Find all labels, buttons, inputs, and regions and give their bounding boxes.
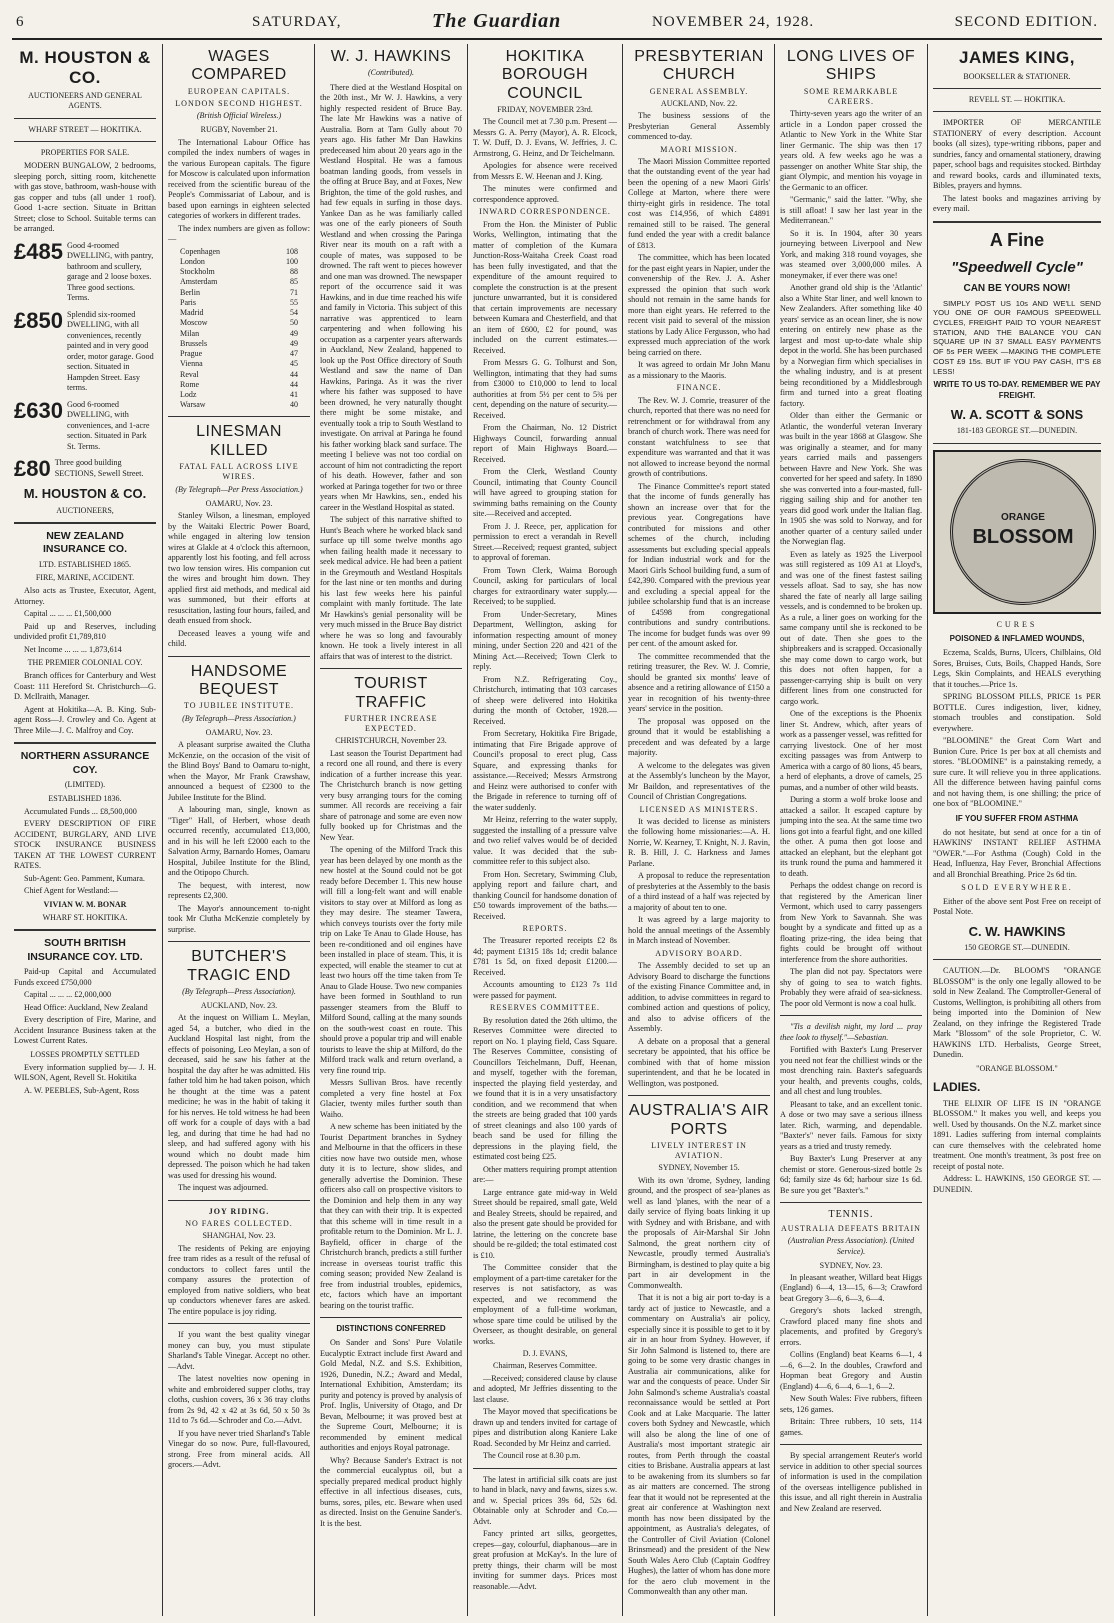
houston-footer: M. HOUSTON & CO. bbox=[23, 486, 147, 502]
wharf-address: WHARF STREET — HOKITIKA. bbox=[28, 124, 142, 134]
sbi-heading: SOUTH BRITISH INSURANCE COY. LTD. bbox=[27, 937, 143, 963]
properties-heading: PROPERTIES FOR SALE. bbox=[40, 147, 130, 157]
wages-row bbox=[168, 339, 310, 349]
wages-row bbox=[168, 308, 310, 318]
council-paragraph: From Town Clerk, Waima Borough Council, asking for particulars of local charges for extraordinary water supply.—Received; to be supplied. bbox=[473, 565, 617, 607]
sbi-head-office: Head Office: Auckland, New Zealand bbox=[24, 1002, 148, 1012]
sbi-info: Every information supplied by— J. H. WILSON, Agent, Revell St. Hokitika bbox=[14, 1062, 156, 1083]
column-rule bbox=[774, 44, 775, 1616]
tennis-credit: (Australian Press Association). (United Service). bbox=[787, 1236, 915, 1256]
presbyterian-subheading: ADVISORY BOARD. bbox=[655, 948, 743, 958]
art-silks-ad: Fancy printed art silks, georgettes, crepes—gay, colourful, diaphanous—are in great profusion at McKay's. In the lure of pretty things, their charm will be most inviting for summer days. Prices most reasonable.—Advt. bbox=[473, 1529, 617, 1591]
bloomine-ad: "BLOOMINE" the Great Corn Wart and Bunion Cure. Price 1s per box at all chemists and stores. "BLOOMINE" is a painstaking remedy, a sure cure. It will relieve you in three applications. All the difference between having painful corns and not having them, is one shilling; the price of one box of "BLOOMINE." bbox=[933, 736, 1101, 809]
tennis-paragraph: Britain: Three rubbers, 10 sets, 114 games. bbox=[780, 1417, 922, 1437]
ships-paragraph: "Germanic," said the latter. "Why, she is still afloat! I saw her last year in the Mediterranean." bbox=[780, 195, 922, 226]
king-paragraph: IMPORTER OF MERCANTILE STATIONERY of every description. Account books (all sizes), type-writing ribbons, paper and sundries, fancy and ornamental stationery, drawing paper, school bags and requisites stocked. Birthday and reward books, cards and illuminated texts, Bibles, prayers and hymns. bbox=[933, 118, 1101, 191]
houston-subheading: AUCTIONEERS AND GENERAL AGENTS. bbox=[28, 91, 142, 111]
council-paragraph: From N.Z. Refrigerating Coy., Christchurch, intimating that 103 carcases of sheep were delivered into Hokitika during the month of October, 1928.—Received. bbox=[473, 674, 617, 726]
listing-text: Good 4-roomed DWELLING, with pantry, bathroom and scullery, garage and 2 loose boxes. Three good sections. Terms. bbox=[66, 240, 154, 303]
council-paragraph: From J. J. Reece, per, application for permission to erect a verandah in Revell Street.—Received; request granted, subject to approval of foreman. bbox=[473, 521, 617, 563]
divider bbox=[168, 1200, 310, 1201]
wages-subheading: LONDON SECOND HIGHEST. bbox=[175, 99, 303, 109]
northern-established: ESTABLISHED 1836. bbox=[48, 793, 122, 803]
wages-city: Copenhagen bbox=[180, 246, 220, 256]
council-paragraph: Mr Heinz, referring to the water supply, suggested the installing of a pressure valve and two relief valves would be of decided value. It was decided that the sub-committee refer to this subject also. bbox=[473, 815, 617, 867]
ships-paragraph: Even as lately as 1925 the Liverpool was still registered as 109 A1 at Lloyd's, and was one of the finest fastest sailing vessels afloat. Sad to say, she has now shared the fate of nearly all large sailing vessels, and is condemned to be broken up. As a rule, a liner goes on working for the same company until she is reckoned to be out of date. Then she goes to the shipbreakers and is scrapped. Occasionally she may come down to cargo work, but this does not often happen, for a passenger-carrying ship is built on very different lines from one constructed for cargo work. bbox=[780, 549, 922, 706]
bequest-paragraph: The Mayor's announcement to-night took Mr Clutha McKenzie completely by surprise. bbox=[168, 903, 310, 934]
presbyterian-paragraph: The Assembly decided to set up an Advisory Board to discharge the functions of the existing Finance Committee and, in addition, to advise committees in regard to combined action and questions of policy, and also to advise officers of the Assembly. bbox=[628, 961, 770, 1034]
divider bbox=[933, 443, 1101, 444]
divider bbox=[14, 141, 156, 142]
column-6 bbox=[780, 44, 922, 1616]
baxter-ad: Pleasant to take, and an excellent tonic. A dose or two may save a serious illness later. Rich, warming, and dependable. "Baxter's" never fails. Famous for sixty years as a tried and trusty remedy. bbox=[780, 1099, 922, 1151]
wages-city: Madrid bbox=[180, 308, 204, 318]
joy-dateline: SHANGHAI, Nov. 23. bbox=[202, 1231, 276, 1241]
sbi-peebles: A. W. PEEBLES, Sub-Agent, Ross bbox=[24, 1085, 140, 1095]
presbyterian-paragraph: The committee recommended that the retiring treasurer, the Rev. W. J. Comrie, should be granted six months' leave of absence and a retiring allowance of £150 a year in recognition of his twenty-three years' service in the position. bbox=[628, 651, 770, 714]
scott-address: 181-183 GEORGE ST.—DUNEDIN. bbox=[956, 426, 1078, 436]
council-paragraph: The Mayor moved that specifications be drawn up and tenders invited for cartage of pipes and distribution along Kaniere Lake Road. Seconded by Mr Heinz and carried. bbox=[473, 1407, 617, 1448]
distinctions-paragraph: Why? Because Sander's Extract is not the commercial eucalyptus oil, but a specially prepared medical product highly effective in all infectious diseases, cuts, burns, sores, piles, etc. Beware when used as directed. Insist on the Genuine Sander's. It is the best. bbox=[320, 1455, 462, 1528]
cw-hawkins-heading: C. W. HAWKINS bbox=[968, 923, 1066, 939]
wages-city: Berlin bbox=[180, 287, 200, 297]
joy-heading: JOY RIDING. bbox=[208, 1206, 270, 1216]
wages-city: Stockholm bbox=[180, 267, 215, 277]
king-address: REVELL ST. — HOKITIKA. bbox=[968, 94, 1066, 104]
wages-value: 85 bbox=[290, 277, 298, 287]
presbyterian-subheading: MAORI MISSION. bbox=[660, 144, 738, 154]
wages-row bbox=[168, 329, 310, 339]
houston-footer-sub: AUCTIONEERS, bbox=[56, 505, 114, 515]
wages-paragraph: The index numbers are given as follow:— bbox=[168, 223, 310, 244]
column-rule bbox=[162, 44, 163, 1616]
northern-funds: Accumulated Funds ... £8,500,000 bbox=[24, 806, 137, 816]
sharland-ad: If you have never tried Sharland's Table Vinegar do so now. Pure, full-flavoured, strong. Free from mineral acids. All grocers.—Advt. bbox=[168, 1428, 310, 1470]
wages-value: 88 bbox=[290, 267, 298, 277]
sbi-description: Every description of Fire, Marine, and Accident Insurance Business taken at the Lowest Current Rates. bbox=[14, 1015, 156, 1046]
ships-paragraph: The plan did not pay. Spectators were shy of going to sea to watch fights. Probably they were afraid of sea-sickness. The poor old Vermont is now a coal hulk. bbox=[780, 967, 922, 1008]
page-number: 6 bbox=[16, 14, 25, 30]
butcher-paragraph: The inquest was adjourned. bbox=[178, 1183, 269, 1193]
listing-80 bbox=[14, 458, 156, 480]
nz-insurance-heading: NEW ZEALAND INSURANCE CO. bbox=[42, 529, 127, 556]
masthead-edition: SECOND EDITION. bbox=[954, 14, 1098, 30]
council-paragraph: From Messrs G. G. Tolhurst and Son, Wellington, intimating that they had sums from £3000 to £10,000 to lend to local authorities at from 5½ per cent to 5¾ per cent, depending on the nature of security.—Received. bbox=[473, 358, 617, 420]
wages-value: 50 bbox=[290, 318, 298, 328]
wages-row bbox=[168, 349, 310, 359]
column-3 bbox=[320, 44, 462, 1616]
council-paragraph: From the Chairman, No. 12 District Highways Council, forwarding annual report of Main Highways Board.—Received. bbox=[473, 423, 617, 464]
northern-ltd: (LIMITED). bbox=[64, 780, 106, 790]
wages-value: 44 bbox=[290, 379, 298, 389]
wages-city: Moscow bbox=[180, 318, 208, 328]
caution-paragraph: CAUTION.—Dr. BLOOM'S "ORANGE BLOSSOM" is the only one legally allowed to be sold in New Zealand. The Comptroller-General of Customs, Wellington, is prohibiting all others from being imported into the Dominion of New Zealand, on they infringe the Registered Trade Mark "Blossom" of the sole Proprietor, C. W. HAWKINS LTD. Herbalists, George Street, Dunedin. bbox=[933, 966, 1101, 1060]
wages-value: 45 bbox=[290, 359, 298, 369]
council-subheading: INWARD CORRESPONDENCE. bbox=[479, 207, 611, 217]
presbyterian-paragraph: The business sessions of the Presbyterian General Assembly commenced to-day. bbox=[628, 111, 770, 142]
column-rule bbox=[467, 44, 468, 1616]
sbi-paid: Paid-up Capital and Accumulated Funds exceed £750,000 bbox=[14, 967, 156, 987]
ladies-heading: LADIES. bbox=[933, 1080, 981, 1095]
houston-heading: M. HOUSTON & CO. bbox=[19, 48, 151, 87]
council-signature-title: Chairman, Reserves Committee. bbox=[493, 1361, 597, 1371]
air-ports-paragraph: That it is not a big air port to-day is a tardy act of justice to Newcastle, and a commentary on Australia's air policy, especially since it is possible to get to it by air in an hour from Sydney. However, if Sir John Salmond is listened to, there are going to be some very drastic changes in Australia air communications, alike for war and the conquests of peace. Under Sir John Salmond's scheme Australia's coastal reconnaissance would be settled at Port Cook and at Lake Macquarie. The latter covers both Sydney and Newcastle, which will also be along the line of one of Australia's most important strategic air routes, from Perth through the coastal cities to Brisbane. Australia appears at last to be awakening from its slumbers so far as air matters are concerned. The strong fear that it would not be represented at the great air conference at Washington next month has now been dissipated by the appointment, as Australia's delegates, of the Controller of Civil Aviation (Colonel Brinsmead) and the president of the New South Wales Aero Club (Captain Godfrey Hughes), the latter of whom has done more for the aero club movement in the Commonwealth than any other man. bbox=[628, 1293, 770, 1597]
northern-description: EVERY DESCRIPTION OF FIRE ACCIDENT, BURGLARY, AND LIVE STOCK INSURANCE BUSINESS TAKEN AT THE LOWEST CURRENT RATES. bbox=[14, 819, 156, 871]
presbyterian-paragraph: The Rev. W. J. Comrie, treasurer of the church, reported that there was no need for retrenchment or for withdrawal from any branch of church work. There was need for constant watchfulness to see that expenditure was warranted and that it was not allowed to increase beyond the normal growth of contributions. bbox=[628, 395, 770, 479]
divider bbox=[320, 1317, 462, 1318]
tennis-paragraph: Collins (England) beat Kearns 6—1, 4—6, 6—2. In the doubles, Crawford and Hopman beat Gregory and Austin (England) 4—6, 6—4, 6—1, 6—2. bbox=[780, 1350, 922, 1391]
wages-dateline: RUGBY, November 21. bbox=[200, 125, 278, 135]
council-paragraph: Other matters requiring prompt attention are:— bbox=[473, 1164, 617, 1185]
ladies-address: Address: L. HAWKINS, 150 GEORGE ST. — DUNEDIN. bbox=[933, 1174, 1101, 1194]
orange-blossom-label: "ORANGE BLOSSOM." bbox=[976, 1063, 1058, 1073]
nz-insurance-branch: Branch offices for Canterbury and West Coast: 111 Hereford St. Christchurch—G. D. McIlraith, Manager. bbox=[14, 671, 156, 702]
listing-630 bbox=[14, 397, 156, 453]
tourist-heading: TOURIST TRAFFIC bbox=[354, 675, 428, 711]
bequest-subheading: TO JUBILEE INSTITUTE. bbox=[184, 701, 294, 711]
cw-hawkins-address: 150 GEORGE ST.—DUNEDIN. bbox=[964, 943, 1070, 953]
wages-row bbox=[168, 257, 310, 267]
distinctions-heading: DISTINCTIONS CONFERRED bbox=[336, 1324, 446, 1334]
tourist-dateline: CHRISTCHURCH, November 23. bbox=[335, 736, 447, 746]
wages-row bbox=[168, 288, 310, 298]
presbyterian-paragraph: It was agreed by a large majority to hold the annual meetings of the Assembly in March instead of November. bbox=[628, 915, 770, 946]
wages-city: London bbox=[180, 256, 205, 266]
wages-value: 41 bbox=[290, 390, 298, 399]
ships-paragraph: During a storm a wolf broke loose and attacked a sailor. It escaped capture by jumping into the sea. At the same time two lions got into a fearful fight, and one killed the other. A puma then got loose and attacked an elephant, but the elephant got its trunk round the puma and hammered it to death. bbox=[780, 795, 922, 878]
linesman-heading: LINESMAN KILLED bbox=[196, 423, 282, 459]
council-paragraph: The Committee consider that the employment of a part-time caretaker for the reserves is not satisfactory, as was expected, and we recommend the employment of a full-time workman, whose spare time could be utilised by the Overseer, as thought desirable, on general works. bbox=[473, 1263, 617, 1346]
butcher-heading: BUTCHER'S TRAGIC END bbox=[187, 948, 291, 984]
divider bbox=[933, 221, 1101, 223]
council-paragraph: The Council rose at 8.30 p.m. bbox=[483, 1451, 581, 1461]
seal-paragraph: Eczema, Scalds, Burns, Ulcers, Chilblains, Old Sores, Bruises, Cuts, Boils, Chapped Hands, Sore Legs, Skin Complaints, and HEALS everything that it touches.—Price 1s. bbox=[933, 648, 1101, 689]
wages-subheading: EUROPEAN CAPITALS. bbox=[187, 86, 291, 96]
listing-text: Three good building SECTIONS, Sewell Street. bbox=[54, 458, 144, 478]
wages-row bbox=[168, 298, 310, 308]
presbyterian-subheading: FINANCE. bbox=[676, 383, 722, 393]
wages-value: 71 bbox=[290, 287, 298, 297]
tennis-heading: TENNIS. bbox=[828, 1209, 874, 1221]
listing-text: Splendid six-roomed DWELLING, with all conveniences, recently painted and in very good order, motor garage. Good section. Situated in Hampden Street. Easy terms. bbox=[66, 309, 154, 393]
sharland-ad: If you want the best quality vinegar money can buy, you must stipulate Sharland's Table Vinegar. Accept no other.—Advt. bbox=[168, 1330, 310, 1371]
ships-subheading: SOME REMARKABLE CAREERS. bbox=[803, 86, 899, 107]
council-subheading: REPORTS. bbox=[522, 924, 568, 934]
northern-heading: NORTHERN ASSURANCE COY. bbox=[20, 750, 150, 776]
northern-chief: Chief Agent for Westland:— bbox=[24, 886, 119, 896]
ships-paragraph: One of the exceptions is the Phoenix liner St. Andrew, which, after years of work as a passenger vessel, was refitted for carrying livestock. One of her most exciting passages was from Antwerp to America with a cargo of 80 lions, 45 bears, a herd of elephants, a drove of camels, 25 pumas, and a number of other wild beasts. bbox=[780, 709, 922, 792]
linesman-subheading: FATAL FALL ACROSS LIVE WIRES. bbox=[179, 462, 299, 482]
divider bbox=[933, 88, 1101, 89]
ships-paragraph: Thirty-seven years ago the writer of an article in a London paper crossed the Atlantic to New York in the White Star liner Germanic. The ship was then 17 years old. A few weeks ago he was a passenger on another White Star ship, the giant Olympic, and mention his voyage in the Germanic to an officer. bbox=[780, 109, 922, 192]
council-paragraph: From the Hon. the Minister of Public Works, Wellington, intimating that the matter of completion of the Kumara Junction-Ross-Waitaha Creek Coast road has been fully investigated, and that the expenditure of the amount required to complete the construction is at the present juncture unwarranted, but it is considered that certain improvements are necessary between Kumara and Chesterfield, and that an item of £600, £2 for pound, was included on the current estimates.—Received. bbox=[473, 219, 617, 355]
baxter-quote: "Tis a devilish night, my lord ... pray thee look to thyself."—Sebastian. bbox=[780, 1022, 922, 1042]
council-signature: D. J. EVANS, bbox=[522, 1349, 568, 1359]
council-paragraph: From Secretary, Hokitika Fire Brigade, intimating that Fire Brigade approve of Council's proposal to erect plug, Cass Square, and expressing thanks for assistance.—Received; Messrs Armstrong and Heinz were authorised to confer with the Brigade in reference to turning off of the water suddenly. bbox=[473, 729, 617, 812]
column-1 bbox=[14, 44, 156, 1616]
wages-row bbox=[168, 247, 310, 257]
listing-485 bbox=[14, 238, 156, 304]
wages-city: Milan bbox=[180, 328, 200, 338]
bequest-paragraph: A pleasant surprise awaited the Clutha McKenzie, on the occasion of the visit of the Blind Boys' Band to Oamaru to-night, when the Mayor, Mr Frank Crawshaw, announced a bequest of £2300 to the Jubilee Institute for the Blind. bbox=[168, 740, 310, 802]
baxter-ad: Fortified with Baxter's Lung Preserver you need not fear the chilliest winds or the most drenching rain. Baxter's safeguards your health, and prevents coughs, colds, and all chest and lung troubles. bbox=[780, 1045, 922, 1097]
wages-row bbox=[168, 390, 310, 400]
schroder-ad: The latest novelties now opening in white and embroidered supper cloths, tray cloths, cushion covers, 36 x 36 tray cloths from 2s 9d, 42 x 42 at 3s 6d, 50 x 50 3s 11d to 7s 6d.—Schroder and Co.—Advt. bbox=[168, 1374, 310, 1426]
sbi-capital: Capital ... ... ... £2,000,000 bbox=[24, 990, 112, 1000]
presbyterian-subheading: LICENSED AS MINISTERS. bbox=[639, 804, 759, 814]
wages-city: Amsterdam bbox=[180, 277, 218, 287]
butcher-dateline: AUCKLAND, Nov. 23. bbox=[200, 1001, 278, 1011]
price: £485 bbox=[14, 238, 63, 264]
scott-heading: W. A. SCOTT & SONS bbox=[950, 406, 1084, 422]
tourist-paragraph: Messrs Sullivan Bros. have recently completed a very fine hostel at Fox Glacier, twenty miles further south than Waiho. bbox=[320, 1078, 462, 1119]
council-paragraph: Large entrance gate mid-way in Weld Street should be repaired, small gate, Weld and Bealey Streets, should be repaired, and also the present gate should be provided for latrine, the lettering on the concrete base should be re-gilded; the total estimated cost is £10. bbox=[473, 1187, 617, 1260]
ladies-paragraph: THE ELIXIR OF LIFE IS IN "ORANGE BLOSSOM." It makes you well, and keeps you well. Used by thousands. On the N.Z. market since 1891. Ladies suffering from internal complaints can cure themselves with the celebrated home treatment. One month's treatment, 3s post free on receipt of postal note. bbox=[933, 1098, 1101, 1171]
wages-value: 49 bbox=[290, 338, 298, 348]
divider bbox=[933, 959, 1101, 960]
column-rule bbox=[927, 44, 928, 1616]
hawkins-paragraph: The subject of this narrative shifted to Hunt's Beach where he worked black sand surface up till some twelve months ago when failing health made it necessary to seek medical advice. He had been a patient in the Greymouth and Westland Hospitals for the last nine or ten months and during his last few weeks here his painful complaint with manly fortitude. The late Mr Hawkins's genial personality will be very much missed in the Bruce Bay district where he was so long and favourably known. He took a lively interest in all affairs that was of interest to the district. bbox=[320, 515, 462, 661]
ships-heading: LONG LIVES OF SHIPS bbox=[786, 48, 916, 84]
divider bbox=[473, 1468, 617, 1469]
council-paragraph: The minutes were confirmed and correspondence approved. bbox=[473, 184, 617, 204]
listing-text: Good 6-roomed DWELLING, with conveniences, and 1-acre section. Situated in Park St. Terms. bbox=[66, 399, 150, 451]
council-subheading: RESERVES COMMITTEE. bbox=[490, 1003, 600, 1013]
divider bbox=[14, 118, 156, 119]
silk-coats-ad: The latest in artificial silk coats are just to hand in black, navy and fawns, sizes s.w. and w. Special prices 39s 6d, 52s 6d. Obtainable only at Schroder and Co.—Advt. bbox=[473, 1474, 617, 1526]
wages-row bbox=[168, 400, 310, 410]
wages-value: 40 bbox=[290, 400, 298, 410]
presbyterian-paragraph: It was decided to license as ministers the following home missionaries:—A. H. Norrie, W. Kearney, T. Knight, N. J. Ravin, R. B. Hill, J. C. Harkness and James Parlane. bbox=[628, 816, 770, 868]
ships-paragraph: So it is. In 1904, after 30 years journeying between Liverpool and New York, and making 318 round voyages, she was steamed over 3,000,000 miles. A moneymaker, if ever there was one! bbox=[780, 228, 922, 280]
linesman-paragraph: Stanley Wilson, a linesman, employed by the Waitaki Electric Power Board, while engaged in altering low tension wires at Glakle at 4 o'clock this afternoon, apparently lost his footing, and fell across two low tension wires. His companion cut the wires and brought him down. They applied first aid methods, and medical aid was summoned, but their efforts at resuscitation, lasting four hours, failed, and death ensued from shock. bbox=[168, 511, 310, 626]
wages-city: Prague bbox=[180, 349, 203, 359]
divider bbox=[14, 522, 156, 524]
northern-subagent: Sub-Agent: Geo. Pamment, Kumara. bbox=[24, 873, 145, 883]
hawkins-heading: W. J. HAWKINS bbox=[330, 48, 452, 65]
air-ports-heading: AUSTRALIA'S AIR PORTS bbox=[628, 1102, 770, 1138]
king-paragraph: The latest books and magazines arriving by every mail. bbox=[933, 193, 1101, 214]
post-free: Either of the above sent Post Free on receipt of Postal Note. bbox=[933, 896, 1101, 917]
cycle-name: "Speedwell Cycle" bbox=[951, 258, 1083, 276]
butcher-credit: (By Telegraph—Press Association). bbox=[182, 986, 296, 996]
air-ports-dateline: SYDNEY, November 15. bbox=[658, 1163, 740, 1173]
cycle-heading: A Fine bbox=[989, 229, 1045, 250]
divider bbox=[780, 1444, 922, 1445]
column-2 bbox=[168, 44, 310, 1616]
nz-insurance-paid: Paid up and Reserves, including undivided profit £1,789,810 bbox=[14, 621, 156, 642]
wages-credit: (British Official Wireless.) bbox=[196, 111, 282, 121]
masthead bbox=[12, 4, 1102, 40]
divider bbox=[14, 742, 156, 744]
council-paragraph: From the Clerk, Westland County Council, intimating that County Council will have agreed to grouping station for swimming baths remaining on the County site.—Received and accepted. bbox=[473, 467, 617, 519]
tennis-paragraph: Gregory's shots lacked strength, Crawford placed many fine shots and placements, and profited by Gregory's errors. bbox=[780, 1306, 922, 1347]
poisoned-wounds: POISONED & INFLAMED WOUNDS, bbox=[949, 633, 1085, 643]
seal-text: BLOSSOM bbox=[972, 526, 1074, 549]
bungalow-ad: MODERN BUNGALOW, 2 bedrooms, sleeping porch, sitting room, kitchenette with gas stove, bathroom, wash-house with gas copper and tubs (all under 1 roof). Good 1-acre section. Situate in Brittan Street; close to School. Suitable terms can be arranged. bbox=[14, 161, 156, 234]
nz-insurance-trustee: Also acts as Trustee, Executor, Agent, Attorney. bbox=[14, 586, 156, 606]
ships-paragraph: Perhaps the oddest change on record is that registered by the American liner Vermont, which used to carry passengers from New York to Savannah. She was bought by a syndicate and fitted up as a floating prize-ring, the idea being that fights could be brought off without interference from the shore authorities. bbox=[780, 881, 922, 964]
baxter-ad: Buy Baxter's Lung Preserver at any chemist or store. Generous-sized bottle 2s 6d; family size 4s 6d; harbour size 1s 6d. Be sure you get "Baxter's." bbox=[780, 1154, 922, 1195]
wages-value: 55 bbox=[290, 297, 298, 307]
sold-everywhere: SOLD EVERYWHERE. bbox=[961, 883, 1073, 893]
presbyterian-paragraph: A welcome to the delegates was given at the Assembly's luncheon by the Mayor, Mr Baildon, and representatives of the Council of Christian Congregations. bbox=[628, 760, 770, 802]
presbyterian-paragraph: It was agreed to ordain Mr John Manu as a missionary to the Maoris. bbox=[628, 360, 770, 380]
tourist-paragraph: The opening of the Milford Track this year has been delayed by one month as the new hostel at the Sound could not be got ready before December 1. This new house will fill a long-felt want and will enable visitors to stay over at Milford as long as they may desire. The steamer Tawera, which conveys tourists over the forty mile trip on Lake Te Anau to Glade House, has been re-conditioned and oil engines have been installed in place of steam. This, it is expected, will enable the steamer to cut at least two hours off the time taken from Te Anau to Glade House. Two new companies have been formed in Southland to run passenger steamers from the Bluff to Milford Sound, calling at the many sounds on the south-west coast en route. This should prove a popular trip and will enable tourists to leave the ship at Milford, do the Milford track walk and return overland, a very fine round trip. bbox=[320, 845, 462, 1075]
bequest-paragraph: The bequest, with interest, now represents £2,300. bbox=[168, 880, 310, 901]
seal-text: ORANGE bbox=[1001, 512, 1045, 524]
presbyterian-subheading: GENERAL ASSEMBLY. bbox=[649, 86, 749, 96]
nz-insurance-lines: FIRE, MARINE, ACCIDENT. bbox=[35, 573, 135, 582]
cures-label: CURES bbox=[996, 619, 1038, 629]
bequest-credit: (By Telegraph—Press Association.) bbox=[182, 713, 296, 723]
wages-row bbox=[168, 380, 310, 390]
wages-city: Brussels bbox=[180, 338, 208, 348]
cycle-write: WRITE TO US TO-DAY. REMEMBER WE PAY FREIGHT. bbox=[933, 380, 1101, 400]
divider bbox=[320, 668, 462, 669]
wages-city: Paris bbox=[180, 297, 196, 307]
price: £80 bbox=[14, 456, 51, 482]
presbyterian-paragraph: The proposal was opposed on the ground that it would be establishing a precedent and was defeated by a large majority. bbox=[628, 716, 770, 758]
orange-blossom-seal bbox=[933, 450, 1101, 614]
divider bbox=[780, 1202, 922, 1203]
presbyterian-paragraph: The committee, which has been located for the past eight years in Napier, under the convenership of the Rev. J. A. Asher expressed the opinion that such work should not remain in the same hands for more than eight years. He referred to the recent visit paid to several of the mission stations by Lady Alice Fergusson, who had expressed much appreciation of the work being carried on there. bbox=[628, 253, 770, 357]
butcher-paragraph: At the inquest on William L. Meylan, aged 54, a butcher, who died in the Auckland Hospital last night, from the effects of poisoning, Leo Meylan, a son of deceased, said he saw his father at the hospital the day after he was admitted. His father told him he had taken poison, which he thought at the time was a patent medicine; he was in the habit of taking it for his nerves. He told witness he had been off work for a couple of days with a bad leg, and during that time he had had no sleep, and had suffered agony with his wound which no doubt made him depressed. The poison which he had taken was used for dressing his wound. bbox=[168, 1013, 310, 1180]
tourist-paragraph: A new scheme has been initiated by the Tourist Department branches in Sydney and Melbourne in that the officers in these cities now have two outside men, whose duty it is to lecture, show slides, and generally advertise the Dominion. These officers also call on prospective visitors to the Dominion and help them in any way that they can with their trip. It is expected that this scheme will in time result in a profitable return to the Dominion. Mr L. J. Bayfield, officer in charge of the Christchurch branch, predicts a still further increase in overseas tourist traffic this coming season; provided New Zealand is free from industrial troubles, epidemics, etc, factors which have an important bearing on the tourist traffic. bbox=[320, 1122, 462, 1310]
linesman-credit: (By Telegraph—Per Press Association.) bbox=[175, 484, 303, 494]
ships-paragraph: Older than either the Germanic or Atlantic, the wonderful veteran Inverary was built in the year 1868 at Glasgow. She was originally a steamer, and for many years carried mails and passengers between Havre and New York. She was converted for her speed and safety. In 1890 she was converted into a four-masted, full-rigging sailing ship and for another ten years did good work under the Italian flag. In 1905 she was sold to Norway, and for another quarter of a century sailed under the Norwegian flag. bbox=[780, 411, 922, 547]
nz-insurance-income: Net Income ... ... ... 1,873,614 bbox=[24, 644, 122, 654]
joy-paragraph: The residents of Peking are enjoying free tram rides as a result of the refusal of conductors to collect fares until the company assures the protection of employed from native soldiers, who beat up conductors whenever fares are asked. The entire populace is joy riding. bbox=[168, 1243, 310, 1316]
cycle-tagline: CAN BE YOURS NOW! bbox=[963, 282, 1071, 294]
price: £630 bbox=[14, 397, 63, 423]
wages-value: 44 bbox=[290, 369, 298, 379]
hawkins-paragraph: There died at the Westland Hospital on the 20th inst., Mr W. J. Hawkins, a very highly respected resident of Bruce Bay. The late Mr Hawkins was a native of Australia. Born at Tarn Gully about 70 years ago. His father Mr Dan Hawkins predeceased him about 20 years ago in the Westland Hospital. He was a famous boatman landing goods, from vessels in the offing at Bruce Bay, and at Foxes, New Brighton, the time of the gold rushes, and had few equals in surfing in those days. Yankee Dan as he was familiarly called was one of the early pioneers of South Westland and when crossing the Paringa River near its mouth on a raft with a couple of mates, was supposed to be drowned. The raft went to pieces however and one man was drowned. The newspaper report of the occurrence said it was Hawkins, and in due time reached his wife and family in Victoria. This subject of this narrative was apprenticed to learn carpentering and when following his occupation as a carpenter years afterwards in Auckland, New Zealand, happened to look up the Post Office directory of South Westland and saw the name of Dan Hawkins, Paringa. As it was the river where his father was supposed to have been drowned, he very naturally thought there might be some mistake, and eventually took a trip to South Westland to investigate. On arrival at Paringa he found his father working black sand surface. The meeting I believe was not too cordial on account of him not contradicting the report of his death. However, father and son worked at Paringa together for two or three years when Mr Hawkins, sen., ended his career in the Westland Hospital as stated. bbox=[320, 82, 462, 512]
council-paragraph: From Hon. Secretary, Swimming Club, applying report and failure chart, and thanking Council for handsome donation of £50 towards improvement of the baths.—Received. bbox=[473, 869, 617, 921]
listing-850 bbox=[14, 307, 156, 394]
bequest-paragraph: A labouring man, single, known as "Tiger" Hall, of Herbert, whose death occurred recently, accumulated £13,000, and in his will he left £2000 each to the Salvation Army, Barnardo Homes, Oamaru Hospital, Jubilee Institute for the Blind, and the Otipopo Church. bbox=[168, 805, 310, 878]
wages-city: Rome bbox=[180, 379, 200, 389]
distinctions-paragraph: On Sander and Sons' Pure Volatile Eucalyptic Extract include first Award and Gold Medal, N.Z. and S.S. Exhibition, 1926, Dunedin, N.Z.; Award and Medal, International Exhibition, Amsterdam; its purity and potency is proved by analysis of Prof. Inglis, University of Otago, and Dr Bevan, Melbourne; it was proved best at the Supreme Court, Melbourne; it is recommended by eminent medical authorities and enjoys Royal patronage. bbox=[320, 1338, 462, 1453]
wages-row bbox=[168, 277, 310, 287]
masthead-title: The Guardian bbox=[432, 10, 562, 32]
hawkins-credit: (Contributed). bbox=[368, 68, 414, 78]
presbyterian-dateline: AUCKLAND, Nov. 22. bbox=[660, 99, 738, 109]
presbyterian-paragraph: A proposal to reduce the representation of presbyteries at the Assembly to the basis of a third instead of a half was rejected by a majority of about ten to one. bbox=[628, 871, 770, 912]
column-7 bbox=[933, 44, 1101, 1616]
council-paragraph: The Treasurer reported receipts £2 8s 4d; payment £1315 18s 1d; credit balance £781 1s 5d, on fixed deposit £1200.—Received. bbox=[473, 936, 617, 977]
wages-row bbox=[168, 267, 310, 277]
cycle-paragraph: SIMPLY POST US 10s AND WE'LL SEND YOU ONE OF OUR FAMOUS SPEEDWELL CYCLES, FREIGHT PAID TO YOUR NEAREST STATION, AND THE BALANCE YOU CAN SQUARE UP IN 37 SMALL EASY PAYMENTS OF 5s PER WEEK —MAKING THE COMPLETE COST £9 15s. BUT IF YOU PAY CASH, IT'S £8 LESS! bbox=[933, 298, 1101, 376]
divider bbox=[168, 941, 310, 942]
divider bbox=[14, 929, 156, 931]
northern-bonar: VIVIAN W. M. BONAR bbox=[43, 899, 127, 909]
column-rule bbox=[314, 44, 315, 1616]
column-4 bbox=[473, 44, 617, 1616]
council-paragraph: Accounts amounting to £123 7s 11d were passed for payment. bbox=[473, 980, 617, 1000]
wages-city: Vienna bbox=[180, 359, 203, 369]
air-ports-paragraph: With its own 'drome, Sydney, landing ground, and the prospect of sea-'planes as well as land 'planes, with the near of a daily service of flying boats linking it up with Sydney and with Brisbane, and with the proposals of Air-Marshal Sir John Salmond, the great northern city of Newcastle, proudly termed Australia's Birmingham, is destined to play quite a big part in air development in the Commonwealth. bbox=[628, 1175, 770, 1290]
wages-value: 49 bbox=[290, 328, 298, 338]
nz-insurance-tagline: THE PREMIER COLONIAL COY. bbox=[27, 658, 143, 668]
nz-insurance-agent: Agent at Hokitika—A. B. King. Sub-agent Ross—J. Crowley and Co. Agent at Three Mile—J. C. Malfroy and Coy. bbox=[14, 704, 156, 735]
linesman-dateline: OAMARU, Nov. 23. bbox=[205, 498, 273, 508]
wages-city: Warsaw bbox=[180, 400, 206, 410]
wages-row bbox=[168, 318, 310, 328]
wages-table bbox=[168, 247, 310, 411]
divider bbox=[628, 1095, 770, 1096]
northern-wharf: WHARF ST. HOKITIKA. bbox=[42, 913, 128, 923]
tennis-dateline: SYDNEY, Nov. 23. bbox=[819, 1260, 883, 1270]
council-paragraph: From Under-Secretary, Mines Department, Wellington, asking for information respecting amount of money mining, under Section 220 and 421 of the Mining Act.—Received; Town Clerk to reply. bbox=[473, 609, 617, 672]
wages-value: 47 bbox=[290, 349, 298, 359]
tennis-subheading: AUSTRALIA DEFEATS BRITAIN bbox=[781, 1224, 921, 1234]
wages-city: Lodz bbox=[180, 390, 197, 399]
divider bbox=[168, 1323, 310, 1324]
column-rule bbox=[622, 44, 623, 1616]
presbyterian-heading: PRESBYTERIAN CHURCH bbox=[634, 48, 764, 84]
council-paragraph: By resolution dated the 26th ultimo, the Reserves Committee were directed to report on No. 1 playing field, Cass Square. The Reserves Committee, consisting of Councillors Teichelmann, Duff, Heenan, and myself, together with the foreman, inspected the playing field yesterday, and we found that it is in a very unsatisfactory condition, and we recommend that when the streets are being graded that 100 yards of street cleanings and also 100 yards of beach sand be used for filling the depressions in the playing field, the estimated cost being £25. bbox=[473, 1015, 617, 1162]
nz-insurance-established: LTD. ESTABLISHED 1865. bbox=[39, 559, 131, 569]
tourist-paragraph: Last season the Tourist Department had a record one all round, and there is every indication of a further increase this year. The Christchurch branch is now getting very busy arranging tours for the coming summer. All records are receiving a fair share of patronage and some are even now fully booked up for Christmas and the New Year. bbox=[320, 748, 462, 842]
divider bbox=[168, 656, 310, 657]
presbyterian-paragraph: The Maori Mission Committee reported that the outstanding event of the year had been the opening of a new Maori Girls' College at Marton, where there were thirty-eight girls in residence. The total cost was £14,956, of which £4891 remained still to be raised. The general fund ended the year with a credit balance of £813. bbox=[628, 156, 770, 250]
spring-blossom-ad: SPRING BLOSSOM PILLS, PRICE 1s PER BOTTLE. Cures indigestion, liver, kidney, stomach troubles and constipation. Sold everywhere. bbox=[933, 692, 1101, 733]
council-heading: HOKITIKA BOROUGH COUNCIL bbox=[501, 48, 589, 102]
council-paragraph: —Received; considered clause by clause and adopted, Mr Jeffries dissenting to the last clause. bbox=[473, 1373, 617, 1404]
council-paragraph: Apologies for absence were received from Messrs E. W. Heenan and J. King. bbox=[473, 161, 617, 181]
tourist-subheading: FURTHER INCREASE EXPECTED. bbox=[344, 713, 438, 734]
presbyterian-paragraph: A debate on a proposal that a general secretary be appointed, that his office be combined with that of home mission superintendent, and that he be located in Wellington, was postponed. bbox=[628, 1036, 770, 1088]
bequest-heading: HANDSOME BEQUEST bbox=[190, 662, 288, 699]
king-heading: JAMES KING, bbox=[958, 48, 1076, 67]
asthma-paragraph: do not hesitate, but send at once for a tin of HAWKINS' INSTANT RELIEF ASTHMA "OWER."—For Asthma (Cough) Cold in the Head, Influenza, Hay Fever, Bronchial Affections and all Bronchial Breathing. Price 2s 6d tin. bbox=[933, 827, 1101, 879]
wages-row bbox=[168, 359, 310, 369]
joy-subheading: NO FARES COLLECTED. bbox=[185, 1219, 293, 1229]
wages-value: 54 bbox=[290, 308, 298, 318]
masthead-day: SATURDAY, bbox=[252, 14, 342, 30]
wages-row bbox=[168, 370, 310, 380]
presbyterian-paragraph: The Finance Committee's report stated that the income of funds generally has shown an increase over that for the previous year. Congregations have contributed for missions and other schemes of the church, including assessments but excluding special appeals for Indian industrial work and for the Maori Girls School building fund, a sum of £42,390. Compared with the previous year and excluding a special appeal for the jubilee scholarship fund that is an increase of £4598 from congregational contributions and sundry contributions. The income for budget funds was over 99 per cent. of the amount asked for. bbox=[628, 481, 770, 649]
price: £850 bbox=[14, 307, 63, 333]
bequest-dateline: OAMARU, Nov. 23. bbox=[205, 727, 273, 737]
tennis-paragraph: In pleasant weather, Willard beat Higgs (England) 6—4, 13—15, 6—3; Crawford beat Gregory 3—6, 6—3, 6—4. bbox=[780, 1272, 922, 1303]
wages-city: Reval bbox=[180, 369, 199, 379]
air-ports-subheading: LIVELY INTEREST IN AVIATION. bbox=[651, 1140, 747, 1161]
divider bbox=[168, 416, 310, 417]
wages-value: 108 bbox=[286, 246, 298, 256]
ships-paragraph: Another grand old ship is the 'Atlantic' also a White Star liner, and well known to New Zealanders. After something like 40 years' service as an ocean liner, she is now entering on entirely new phase as the largest and most up-to-date whale ship depot in the world. She has been purchased by a Norwegian firm which specialises in the whaling industry, and is at present being reconditioned by a Middlesbrough firm and turned into a great floating factory. bbox=[780, 283, 922, 408]
divider bbox=[933, 111, 1101, 112]
masthead-date: NOVEMBER 24, 1928. bbox=[652, 14, 815, 30]
linesman-paragraph: Deceased leaves a young wife and child. bbox=[168, 628, 310, 649]
divider bbox=[780, 1015, 922, 1016]
seal-emblem bbox=[950, 459, 1096, 605]
asthma-heading: IF YOU SUFFER FROM ASTHMA bbox=[955, 813, 1079, 823]
sbi-losses: LOSSES PROMPTLY SETTLED bbox=[30, 1049, 140, 1059]
nz-insurance-capital: Capital ... ... ... £1,500,000 bbox=[24, 609, 112, 619]
wages-value: 100 bbox=[286, 256, 298, 266]
council-dateline: FRIDAY, NOVEMBER 23rd. bbox=[497, 105, 593, 115]
wages-heading: WAGES COMPARED bbox=[191, 48, 287, 84]
wages-paragraph: The International Labour Office has compiled the index numbers of wages in the various European capitals. The figure for Moscow is calculated upon information received from the scientific bureau of the People's Commissariat of Labour, and is based upon earnings in eighteen selected categories of workers in different trades. bbox=[168, 137, 310, 221]
reuters-notice: By special arrangement Reuter's world service in addition to other special sources of information is used in the compilation of the overseas intelligence published in this issue, and all right therein in Australia and New Zealand are reserved. bbox=[780, 1451, 922, 1513]
tennis-paragraph: New South Wales: Five rubbers, fifteen sets, 126 games. bbox=[780, 1394, 922, 1414]
king-subheading: BOOKSELLER & STATIONER. bbox=[963, 71, 1071, 81]
column-5 bbox=[628, 44, 770, 1616]
council-paragraph: The Council met at 7.30 p.m. Present — Messrs G. A. Perry (Mayor), A. R. Elcock, T. W. Duff, D. J. Evans, W. Jeffries, J. C. Armstrong, G. Heinz, and Dr Teichelmann. bbox=[473, 117, 617, 158]
